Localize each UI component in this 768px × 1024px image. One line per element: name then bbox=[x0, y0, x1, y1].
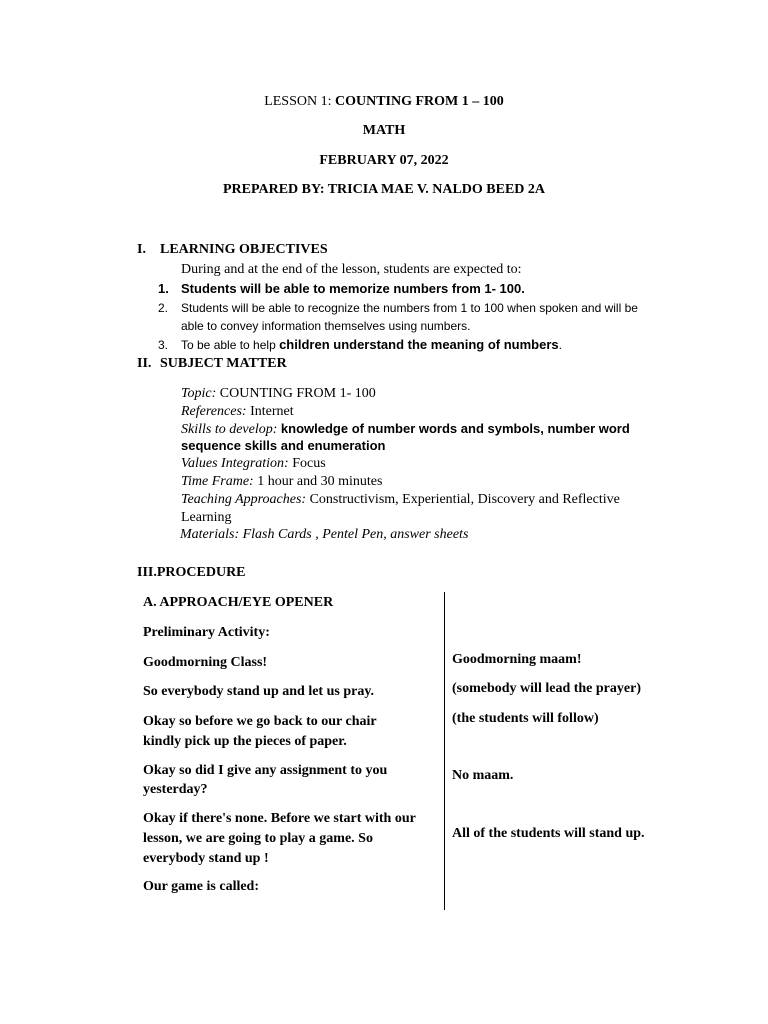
values-value: Focus bbox=[292, 456, 326, 471]
time-line bbox=[181, 474, 382, 490]
objective-3-text-c: . bbox=[558, 338, 562, 352]
values-label: Values Integration: bbox=[181, 456, 289, 471]
teacher-line-6: Our game is called: bbox=[143, 879, 260, 894]
teacher-line-5b: lesson, we are going to play a game. So bbox=[143, 831, 373, 846]
subject-matter-numeral: II. bbox=[137, 356, 152, 371]
objectives-numeral: I. bbox=[137, 242, 146, 257]
objective-3-text-b: children understand the meaning of numbers bbox=[279, 337, 559, 352]
objective-3-num: 3. bbox=[158, 338, 169, 352]
objective-3-text bbox=[181, 337, 562, 352]
procedure-heading: III.PROCEDURE bbox=[137, 565, 246, 580]
approaches-line bbox=[181, 492, 620, 508]
teacher-line-4b: yesterday? bbox=[143, 782, 208, 797]
teacher-line-3a: Okay so before we go back to our chair bbox=[143, 714, 377, 729]
preliminary-activity: Preliminary Activity: bbox=[143, 625, 270, 640]
lesson-title bbox=[0, 94, 768, 110]
teacher-line-4a: Okay so did I give any assignment to you bbox=[143, 763, 388, 778]
student-line-1: Goodmorning maam! bbox=[452, 652, 582, 667]
values-line bbox=[181, 456, 326, 472]
subject-matter-heading: SUBJECT MATTER bbox=[160, 356, 287, 371]
topic-value: COUNTING FROM 1- 100 bbox=[219, 386, 376, 401]
objective-2-line2: able to convey information themselves using numbers. bbox=[181, 319, 471, 333]
skills-value-line1: knowledge of number words and symbols, number word bbox=[280, 421, 630, 436]
approaches-value-line1: Constructivism, Experiential, Discovery and Reflective bbox=[309, 492, 620, 507]
teacher-line-2: So everybody stand up and let us pray. bbox=[143, 684, 375, 699]
teacher-line-5a: Okay if there's none. Before we start with our bbox=[143, 811, 416, 826]
materials-line: Materials: Flash Cards , Pentel Pen, answer sheets bbox=[180, 527, 469, 542]
prepared-by: PREPARED BY: TRICIA MAE V. NALDO BEED 2A bbox=[222, 182, 546, 197]
objective-2-num: 2. bbox=[158, 301, 169, 315]
objective-2-line1: Students will be able to recognize the numbers from 1 to 100 when spoken and will be bbox=[181, 301, 638, 315]
topic-label: Topic: bbox=[181, 386, 217, 401]
teacher-line-1: Goodmorning Class! bbox=[143, 655, 268, 670]
student-line-2: (somebody will lead the prayer) bbox=[452, 681, 641, 696]
subject-title: MATH bbox=[362, 123, 406, 138]
procedure-column-divider bbox=[444, 592, 445, 910]
references-label: References: bbox=[181, 404, 247, 419]
lesson-prefix: LESSON 1: bbox=[264, 94, 332, 109]
skills-value-line2: sequence skills and enumeration bbox=[181, 438, 386, 453]
student-line-4: No maam. bbox=[452, 768, 514, 783]
skills-label: Skills to develop: bbox=[181, 422, 278, 437]
student-line-3: (the students will follow) bbox=[452, 711, 599, 726]
lesson-title-text: COUNTING FROM 1 – 100 bbox=[335, 94, 504, 109]
objective-3-text-a: To be able to help bbox=[181, 338, 280, 352]
references-value: Internet bbox=[250, 404, 294, 419]
approaches-value-line2: Learning bbox=[181, 510, 232, 525]
skills-line bbox=[181, 421, 630, 438]
objective-1-num: 1. bbox=[158, 281, 169, 296]
lesson-date: FEBRUARY 07, 2022 bbox=[319, 153, 449, 168]
teacher-line-5c: everybody stand up ! bbox=[143, 851, 269, 866]
objectives-heading: LEARNING OBJECTIVES bbox=[160, 242, 328, 257]
objectives-intro: During and at the end of the lesson, students are expected to: bbox=[181, 262, 522, 277]
approach-heading: A. APPROACH/EYE OPENER bbox=[143, 595, 334, 610]
student-line-5: All of the students will stand up. bbox=[452, 826, 645, 841]
objective-1-text: Students will be able to memorize numbers from 1- 100. bbox=[181, 281, 525, 296]
references-line bbox=[181, 404, 294, 420]
time-value: 1 hour and 30 minutes bbox=[257, 474, 383, 489]
topic-line bbox=[181, 386, 376, 402]
time-label: Time Frame: bbox=[181, 474, 254, 489]
approaches-label: Teaching Approaches: bbox=[181, 492, 307, 507]
teacher-line-3b: kindly pick up the pieces of paper. bbox=[143, 734, 347, 749]
